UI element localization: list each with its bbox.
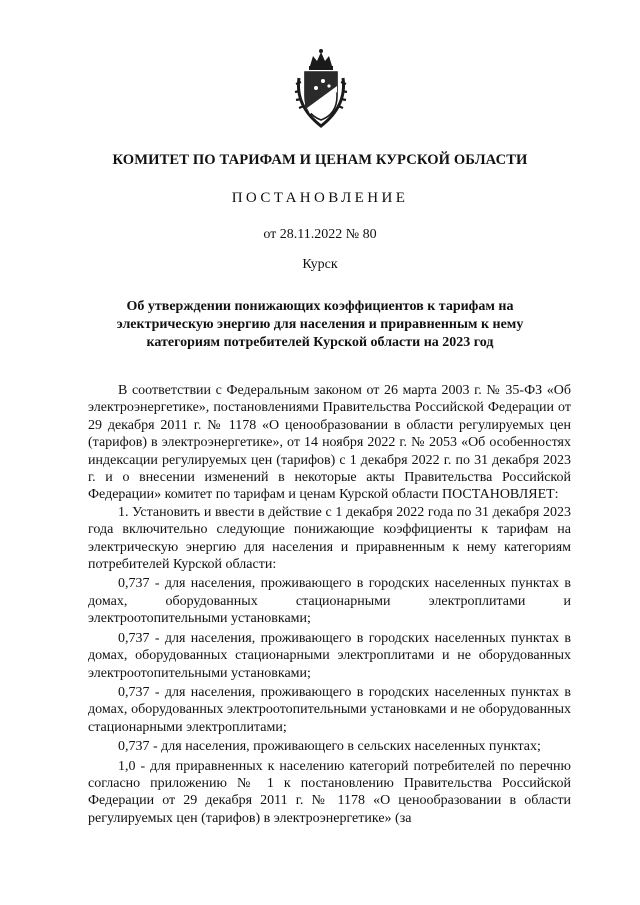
document-body (88, 382, 571, 827)
coefficient-urban-heating-no-stoves: 0,737 - для населения, проживающего в городских населенных пунктах в домах, оборудованных электроотопительными установками и не оборудованных стационарными электроплитами; (88, 684, 571, 735)
coefficient-urban-electric-stoves-heating: 0,737 - для населения, проживающего в городских населенных пунктах в домах, оборудованных стационарными электроплитами и электроотопительными установками; (88, 576, 571, 627)
coefficient-equated-consumers: 1,0 - для приравненных к населению категорий потребителей по перечню согласно приложению № 1 к постановлению Правительства Российской Федерации от 29 декабря 2011 г. № 1178 «О ценообразовании в области регулируемых цен (тарифов) в электроэнергетике» (за (88, 758, 571, 826)
coat-of-arms-icon (293, 48, 349, 130)
coefficient-urban-electric-stoves-no-heating: 0,737 - для населения, проживающего в городских населенных пунктах в домах, оборудованных стационарными электроплитами и не оборудованных электроотопительными установками; (88, 630, 571, 681)
item-1-paragraph: 1. Установить и ввести в действие с 1 декабря 2022 года по 31 декабря 2023 года включительно следующие понижающие коэффициенты к тарифам на электрическую энергию для населения и приравненным к нему категориям потребителей Курской области: (88, 504, 571, 573)
preamble-paragraph: В соответствии с Федеральным законом от 26 марта 2003 г. № 35-ФЗ «Об электроэнергетике», постановлениями Правительства Российской Федерации от 29 декабря 2011 г. № 1178 «О ценообразовании в области регулируемых цен (тарифов) в электроэнергетике», от 14 ноября 2022 г. № 2053 «Об особенностях индексации регулируемых цен (тарифов) с 1 декабря 2022 г. по 31 декабря 2023 г. и о внесении изменений в некоторые акты Правительства Российской Федерации» комитет по тарифам и ценам Курской области ПОСТАНОВЛЯЕТ: (88, 383, 571, 503)
coefficient-rural: 0,737 - для населения, проживающего в сельских населенных пунктах; (118, 739, 541, 755)
document-title: Об утверждении понижающих коэффициентов к тарифам на электрическую энергию для населения и приравненным к нему категориям потребителей Курской области на 2023 год (116, 299, 524, 350)
organization-name: КОМИТЕТ ПО ТАРИФАМ И ЦЕНАМ КУРСКОЙ ОБЛАСТИ (112, 152, 528, 168)
city: Курск (302, 257, 338, 272)
document-date-number: от 28.11.2022 № 80 (263, 227, 377, 242)
document-type: ПОСТАНОВЛЕНИЕ (231, 190, 409, 206)
